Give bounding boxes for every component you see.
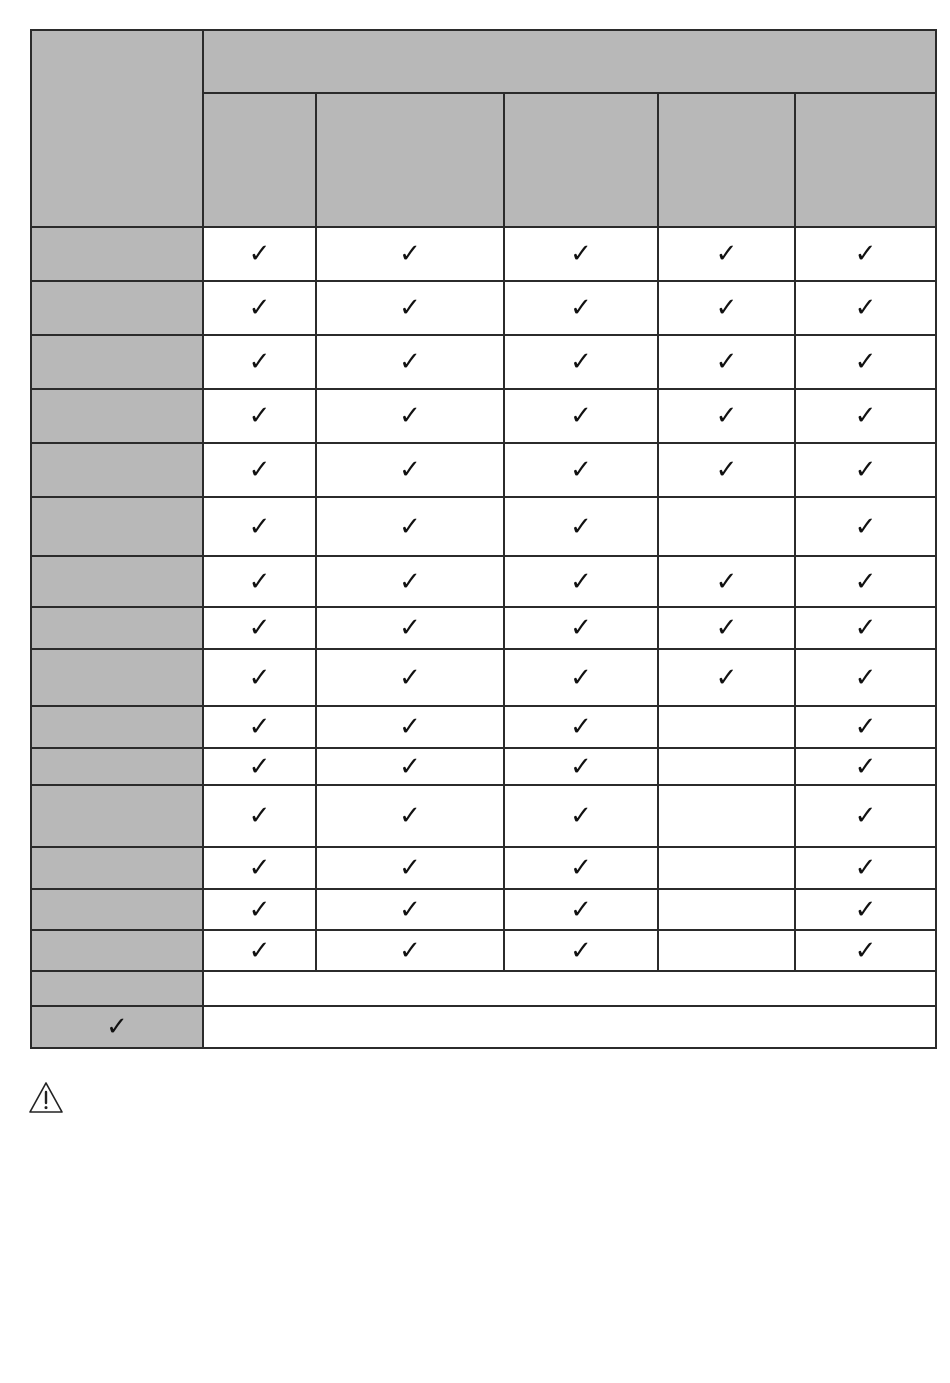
check-icon: ✓	[504, 847, 658, 889]
check-icon: ✓	[504, 889, 658, 930]
check-icon: ✓	[658, 335, 795, 389]
table-row	[31, 930, 936, 971]
check-icon: ✓	[504, 785, 658, 847]
check-icon: ✓	[203, 556, 316, 607]
column-header	[203, 93, 316, 227]
row-label	[31, 335, 203, 389]
check-icon: ✓	[658, 649, 795, 706]
check-icon: ✓	[795, 227, 936, 281]
empty-cell	[658, 847, 795, 889]
check-icon: ✓	[316, 847, 504, 889]
table-row	[31, 649, 936, 706]
check-icon: ✓	[504, 281, 658, 335]
check-icon: ✓	[658, 281, 795, 335]
row-label	[31, 227, 203, 281]
check-icon: ✓	[504, 497, 658, 556]
empty-cell	[658, 889, 795, 930]
check-icon: ✓	[795, 497, 936, 556]
row-label	[31, 556, 203, 607]
check-icon: ✓	[203, 389, 316, 443]
check-icon: ✓	[203, 706, 316, 748]
table-row	[31, 607, 936, 649]
row-label	[31, 785, 203, 847]
table-row	[31, 335, 936, 389]
check-icon: ✓	[504, 556, 658, 607]
check-icon: ✓	[795, 847, 936, 889]
check-icon: ✓	[203, 227, 316, 281]
check-icon: ✓	[316, 649, 504, 706]
check-icon: ✓	[316, 930, 504, 971]
check-icon: ✓	[795, 785, 936, 847]
check-icon: ✓	[203, 335, 316, 389]
table-row	[31, 706, 936, 748]
check-icon: ✓	[316, 497, 504, 556]
legend-check-icon: ✓	[31, 1006, 203, 1048]
check-icon: ✓	[203, 889, 316, 930]
check-icon: ✓	[203, 607, 316, 649]
check-icon: ✓	[795, 281, 936, 335]
row-label	[31, 389, 203, 443]
check-icon: ✓	[795, 649, 936, 706]
empty-cell	[658, 497, 795, 556]
check-icon: ✓	[504, 389, 658, 443]
check-icon: ✓	[203, 497, 316, 556]
column-header	[795, 93, 936, 227]
check-icon: ✓	[203, 281, 316, 335]
check-icon: ✓	[203, 748, 316, 785]
legend-text	[203, 1006, 936, 1048]
check-icon: ✓	[316, 607, 504, 649]
check-icon: ✓	[795, 389, 936, 443]
check-icon: ✓	[316, 443, 504, 497]
check-icon: ✓	[504, 930, 658, 971]
column-header	[504, 93, 658, 227]
table-row	[31, 556, 936, 607]
column-group-header	[203, 30, 936, 93]
row-label	[31, 281, 203, 335]
check-icon: ✓	[504, 227, 658, 281]
legend-row	[31, 1006, 936, 1048]
check-icon: ✓	[795, 335, 936, 389]
check-icon: ✓	[203, 649, 316, 706]
table-row	[31, 389, 936, 443]
check-icon: ✓	[658, 443, 795, 497]
check-icon: ✓	[203, 785, 316, 847]
row-header-corner-cell	[31, 30, 203, 227]
check-icon: ✓	[316, 281, 504, 335]
table-row	[31, 443, 936, 497]
check-icon: ✓	[795, 889, 936, 930]
compatibility-table	[30, 29, 937, 1049]
row-label	[31, 649, 203, 706]
check-icon: ✓	[316, 227, 504, 281]
check-icon: ✓	[203, 930, 316, 971]
check-icon: ✓	[504, 607, 658, 649]
table-row	[31, 497, 936, 556]
check-icon: ✓	[795, 443, 936, 497]
table-row	[31, 785, 936, 847]
check-icon: ✓	[203, 847, 316, 889]
note-row-label	[31, 971, 203, 1006]
check-icon: ✓	[795, 607, 936, 649]
check-icon: ✓	[795, 748, 936, 785]
check-icon: ✓	[658, 227, 795, 281]
check-icon: ✓	[504, 443, 658, 497]
row-label	[31, 889, 203, 930]
check-icon: ✓	[658, 389, 795, 443]
row-label	[31, 497, 203, 556]
check-icon: ✓	[316, 889, 504, 930]
row-label	[31, 930, 203, 971]
row-label	[31, 443, 203, 497]
row-label	[31, 748, 203, 785]
table-row	[31, 227, 936, 281]
check-icon: ✓	[316, 785, 504, 847]
check-icon: ✓	[795, 706, 936, 748]
table-row	[31, 847, 936, 889]
column-header	[316, 93, 504, 227]
check-icon: ✓	[658, 607, 795, 649]
check-icon: ✓	[504, 649, 658, 706]
check-icon: ✓	[504, 706, 658, 748]
table-row	[31, 748, 936, 785]
column-header	[658, 93, 795, 227]
row-label	[31, 847, 203, 889]
row-label	[31, 607, 203, 649]
empty-cell	[658, 748, 795, 785]
check-icon: ✓	[316, 706, 504, 748]
row-label	[31, 706, 203, 748]
check-icon: ✓	[504, 748, 658, 785]
check-icon: ✓	[504, 335, 658, 389]
empty-cell	[658, 706, 795, 748]
empty-cell	[658, 785, 795, 847]
check-icon: ✓	[795, 930, 936, 971]
note-row-text	[203, 971, 936, 1006]
check-icon: ✓	[203, 443, 316, 497]
check-icon: ✓	[658, 556, 795, 607]
empty-cell	[658, 930, 795, 971]
table-row	[31, 889, 936, 930]
check-icon: ✓	[795, 556, 936, 607]
check-icon: ✓	[316, 748, 504, 785]
check-icon: ✓	[316, 335, 504, 389]
check-icon: ✓	[316, 556, 504, 607]
table-row	[31, 281, 936, 335]
note-row	[31, 971, 936, 1006]
warning-triangle-icon	[28, 1081, 64, 1115]
check-icon: ✓	[316, 389, 504, 443]
